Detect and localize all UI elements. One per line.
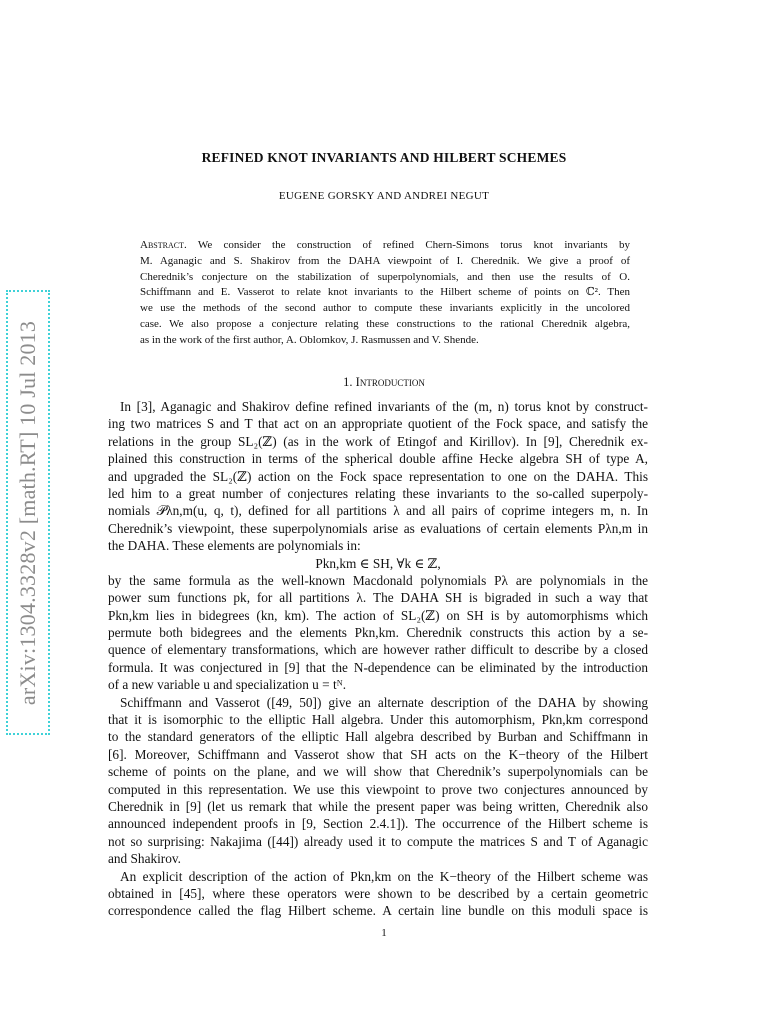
body-line: ing two matrices S and T that act on an appropriate quotient of the Fock space, and satisfy the bbox=[108, 416, 648, 432]
body-line: and Shakirov. bbox=[108, 851, 181, 867]
body-line: Pkn,km lies in bidegrees (kn, km). The action of SL₂(ℤ) on SH is by automorphisms which bbox=[108, 607, 648, 623]
abstract bbox=[140, 238, 630, 349]
abstract-label: Abstract. bbox=[140, 239, 187, 251]
arxiv-identifier: arXiv:1304.3328v2 [math.RT] 10 Jul 2013 bbox=[15, 320, 40, 705]
body-line: that it is isomorphic to the elliptic Hall algebra. Under this automorphism, Pkn,km correspond bbox=[108, 712, 648, 728]
body-line: the DAHA. These elements are polynomials in: bbox=[108, 538, 361, 554]
body-line: Cherednik’s viewpoint, these superpolynomials arise as evaluations of certain elements Pλn,m in bbox=[108, 520, 648, 536]
body-line: quence of elementary transformations, which are however rather difficult to describe by a closed bbox=[108, 642, 648, 658]
abstract-line: Abstract. We consider the construction of refined Chern-Simons torus knot invariants by bbox=[140, 239, 631, 251]
abstract-line: case. We also propose a conjecture relating these constructions to the rational Cherednik algebra, bbox=[140, 317, 630, 330]
section-heading: 1. Introduction bbox=[343, 375, 425, 389]
display-equation: Pkn,km ∈ SH, ∀k ∈ ℤ, bbox=[315, 555, 441, 571]
paper-title: REFINED KNOT INVARIANTS AND HILBERT SCHEMES bbox=[201, 150, 567, 165]
abstract-line: Cherednik’s conjecture on the stabilization of superpolynomials, and then use the results of O. bbox=[140, 270, 630, 283]
page-number: 1 bbox=[381, 927, 387, 939]
authors: EUGENE GORSKY AND ANDREI NEGUT bbox=[278, 190, 490, 202]
body-line: relations in the group SL₂(ℤ) (as in the work of Etingof and Kirillov). In [9], Cherednik ex- bbox=[108, 433, 648, 449]
body-line: correspondence called the flag Hilbert scheme. A certain line bundle on this moduli space is bbox=[108, 903, 648, 919]
body-line: by the same formula as the well-known Macdonald polynomials Pλ are polynomials in the bbox=[108, 572, 648, 588]
body-line: nomials 𝒫λn,m(u, q, t), defined for all partitions λ and all pairs of coprime integers m, n. In bbox=[108, 503, 648, 519]
body-line: computed in this representation. We use this viewpoint to prove two conjectures announced by bbox=[108, 781, 648, 797]
abstract-line: as in the work of the first author, A. Oblomkov, J. Rasmussen and V. Shende. bbox=[140, 333, 479, 346]
body-line: permute both bidegrees and the elements Pkn,km. Cherednik constructs this action by a se- bbox=[108, 625, 648, 641]
body-line: not so surprising: Nakajima ([44]) already used it to compute the matrices S and T of Aganagic bbox=[108, 833, 648, 849]
arxiv-stamp bbox=[6, 290, 50, 735]
body-line: and upgraded the SL₂(ℤ) action on the Fock space representation to one on the DAHA. This bbox=[108, 468, 648, 484]
body-line: In [3], Aganagic and Shakirov define refined invariants of the (m, n) torus knot by construct- bbox=[120, 399, 648, 414]
body-line: scheme of points on the plane, and we will show that Cherednik’s superpolynomials can be bbox=[108, 764, 648, 780]
body-line: to the standard generators of the elliptic Hall algebra described by Burban and Schiffmann in bbox=[108, 729, 648, 745]
body-line: Schiffmann and Vasserot ([49, 50]) give an alternate description of the DAHA by showing bbox=[120, 694, 648, 710]
body-line: Cherednik in [9] (let us remark that while the present paper was being written, Cherednik also bbox=[108, 798, 648, 814]
body-line: formula. It was conjectured in [9] that the N-dependence can be eliminated by the introduction bbox=[108, 659, 648, 675]
body-line: power sum functions pk, for all partitions λ. The DAHA SH is bigraded in such a way that bbox=[108, 590, 648, 606]
body-line: obtained in [45], where these operators were shown to be described by a certain geometric bbox=[108, 885, 648, 901]
body-line: of a new variable u and specialization u = tᴺ. bbox=[108, 677, 347, 693]
abstract-line: Schiffmann and E. Vasserot to relate knot invariants to the Hilbert scheme of points on ℂ². Then bbox=[140, 286, 630, 299]
body-text bbox=[108, 398, 648, 920]
body-line: announced independent proofs in [9, Section 2.4.1]). The occurrence of the Hilbert scheme is bbox=[108, 816, 648, 832]
abstract-line: M. Aganagic and S. Shakirov from the DAHA viewpoint of I. Cherednik. We give a proof of bbox=[140, 254, 630, 267]
body-line: An explicit description of the action of Pkn,km on the K−theory of the Hilbert scheme was bbox=[120, 868, 648, 884]
body-line: [6]. Moreover, Schiffmann and Vasserot show that SH acts on the K−theory of the Hilbert bbox=[108, 746, 648, 762]
abstract-line: we use the methods of the second author to compute these invariants explicitly in the uncolored bbox=[140, 302, 630, 315]
body-line: led him to a great number of conjectures relating these invariants to the so-called superpoly- bbox=[108, 485, 648, 501]
body-line: plained this construction in terms of the spherical double affine Hecke algebra SH of type A, bbox=[108, 451, 648, 467]
